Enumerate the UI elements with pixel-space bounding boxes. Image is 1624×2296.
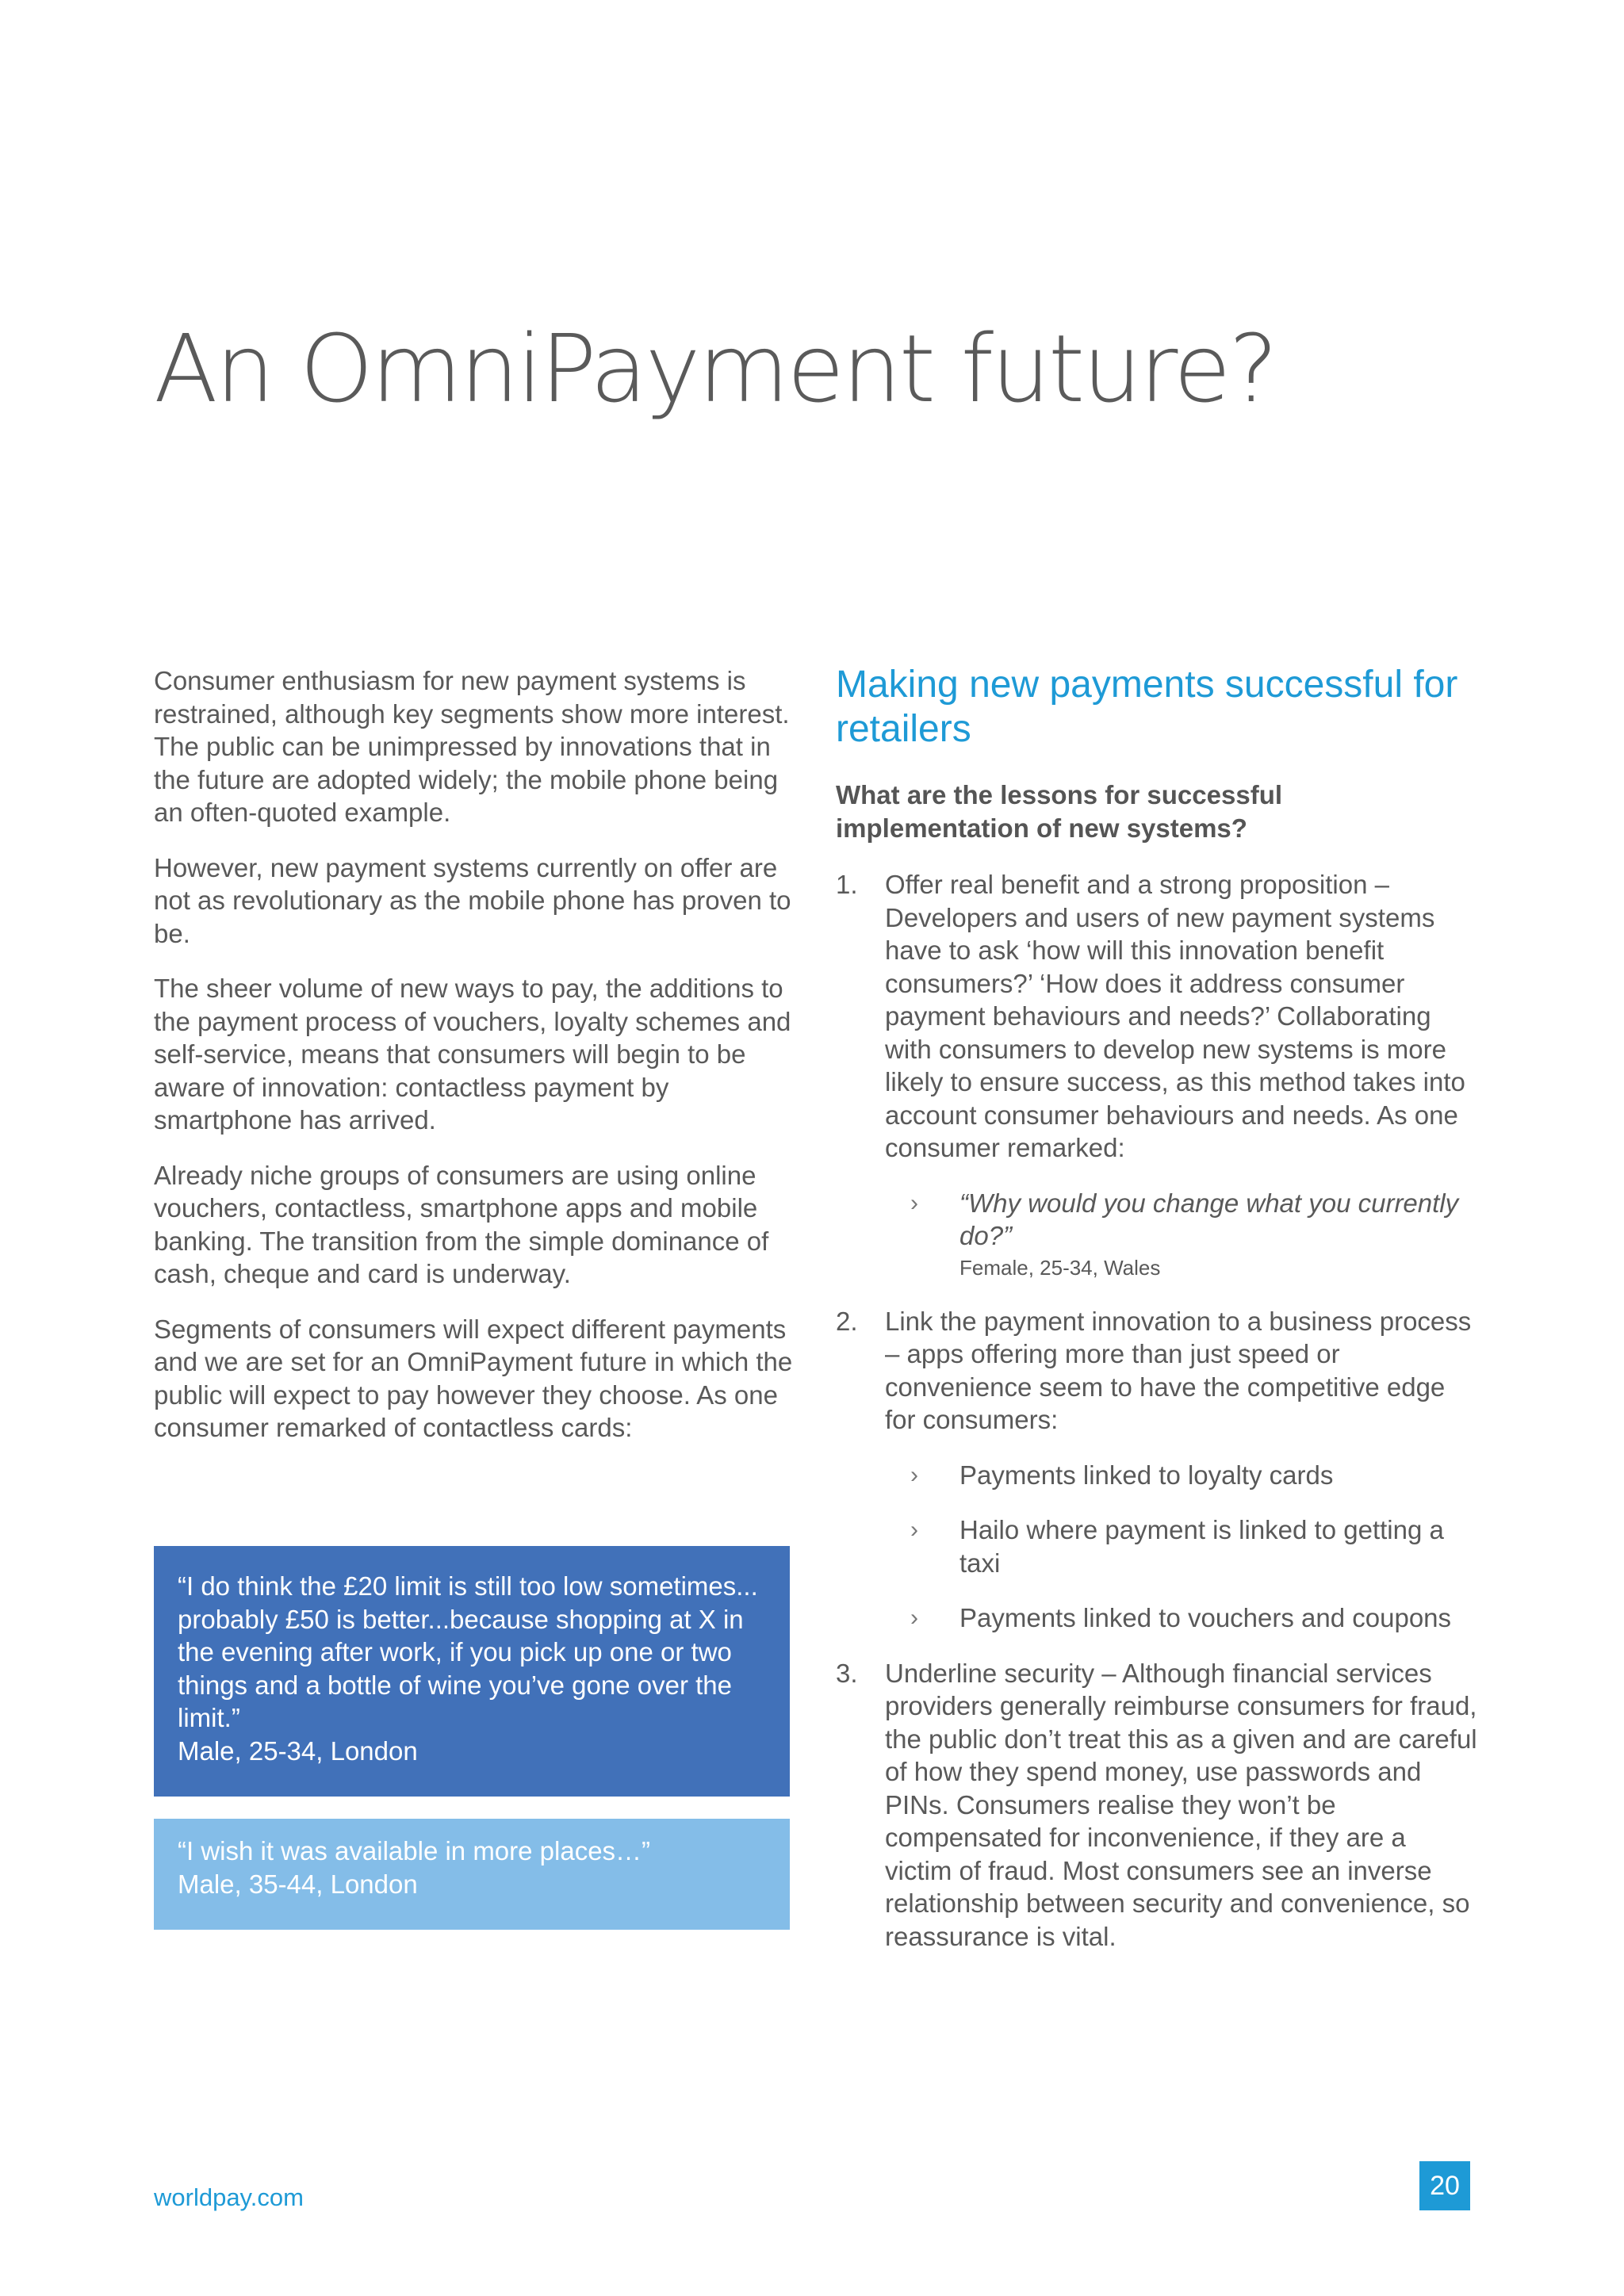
page-number-badge: 20 [1419, 2161, 1470, 2210]
page-title: An OmniPayment future? [154, 314, 1277, 423]
footer-website-link[interactable]: worldpay.com [154, 2183, 304, 2211]
left-column [154, 664, 798, 1467]
quote-list [885, 1187, 1478, 1283]
chevron-right-icon: › [910, 1189, 918, 1216]
quote-text: “I wish it was available in more places…” [178, 1836, 651, 1866]
inline-quote-attribution: Female, 25-34, Wales [959, 1255, 1161, 1280]
body-paragraph: The sheer volume of new ways to pay, the additions to the payment process of vouchers, loyalty schemes and self-service, means that consumers will begin to be aware of innovation: contactless payment by smartphone has arrived. [154, 974, 791, 1135]
quote-box-limit [154, 1546, 790, 1797]
bullet-text: Payments linked to loyalty cards [959, 1460, 1334, 1490]
list-item [885, 1513, 1478, 1579]
section-heading: Making new payments successful for retailers [836, 664, 1458, 750]
lesson-item-3 [836, 1657, 1478, 1954]
chevron-right-icon: › [910, 1517, 918, 1543]
chevron-right-icon: › [910, 1605, 918, 1631]
quote-attribution: Male, 25-34, London [178, 1735, 418, 1766]
item-number: 2. [836, 1306, 858, 1336]
bullet-text: Hailo where payment is linked to getting a taxi [959, 1515, 1444, 1578]
right-column [836, 663, 1478, 1975]
bullet-text: Payments linked to vouchers and coupons [959, 1603, 1452, 1632]
item-text: Offer real benefit and a strong proposition – Developers and users of new payment systems have to ask ‘how will this innovation benefit consumers?’ ‘How does it address consumer payment behaviours and needs?’ Collaborating with consumers to develop new systems is more likely to ensure success, as this method takes into account consumer behaviours and needs. As one consumer remarked: [885, 870, 1465, 1162]
inline-quote-text: “Why would you change what you currently do?” [959, 1188, 1459, 1250]
list-item [885, 1459, 1478, 1492]
body-paragraph: Consumer enthusiasm for new payment systems is restrained, although key segments show more interest. The public can be unimpressed by innovations that in the future are adopted widely; the mobile phone being an often-quoted example. [154, 666, 790, 827]
quote-attribution: Male, 35-44, London [178, 1869, 418, 1899]
list-item [885, 1187, 1478, 1283]
body-paragraph: However, new payment systems currently on offer are not as revolutionary as the mobile phone has proven to be. [154, 852, 791, 948]
lesson-item-2 [836, 1305, 1478, 1635]
lesson-item-1 [836, 868, 1478, 1283]
bullet-list [885, 1459, 1478, 1635]
item-text: Underline security – Although financial services providers generally reimburse consumers for fraud, the public don’t treat this as a given and are careful of how they spend money, use passwords and PINs. Consumers realise they won’t be compensated for inconvenience, if they are a victim of fraud. Most consumers see an inverse relationship between security and convenience, so reassurance is vital. [885, 1658, 1477, 1951]
chevron-right-icon: › [910, 1461, 918, 1488]
body-paragraph: Already niche groups of consumers are using online vouchers, contactless, smartphone apps and mobile banking. The transition from the simple dominance of cash, cheque and card is underway. [154, 1160, 769, 1288]
body-paragraph: Segments of consumers will expect different payments and we are set for an OmniPayment future in which the public will expect to pay however they choose. As one consumer remarked of contactless cards: [154, 1314, 793, 1442]
sub-heading: What are the lessons for successful implementation of new systems? [836, 780, 1283, 843]
quote-text: “I do think the £20 limit is still too low sometimes... probably £50 is better...because shopping at X in the evening after work, if you pick up one or two things and a bottle of wine you’ve gone over the limit.” [178, 1571, 758, 1732]
item-number: 1. [836, 870, 858, 899]
item-text: Link the payment innovation to a business process – apps offering more than just speed or convenience seem to have the competitive edge for consumers: [885, 1306, 1472, 1434]
quote-box-availability [154, 1819, 790, 1930]
list-item [885, 1601, 1478, 1635]
item-number: 3. [836, 1658, 858, 1688]
